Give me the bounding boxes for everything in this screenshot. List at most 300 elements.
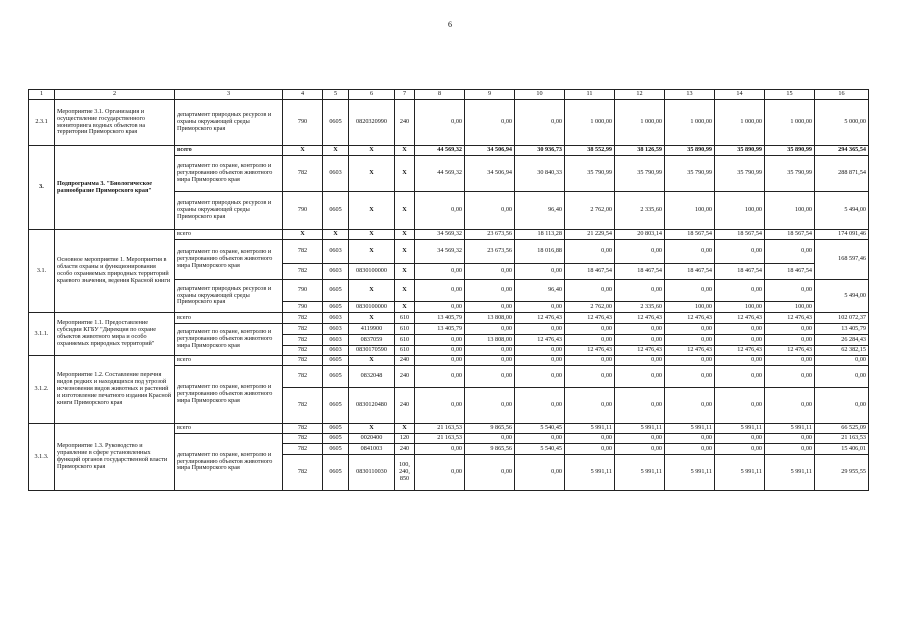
table-cell: 44 569,32 bbox=[415, 156, 465, 192]
table-cell: 96,40 bbox=[515, 280, 565, 302]
table-cell: 120 bbox=[395, 434, 415, 444]
table-cell: 782 bbox=[283, 434, 323, 444]
table-cell: 288 871,54 bbox=[815, 156, 869, 192]
table-cell: X bbox=[283, 230, 323, 240]
header-row bbox=[29, 90, 869, 100]
table-cell: 0,00 bbox=[715, 280, 765, 302]
table-cell: 0,00 bbox=[415, 388, 465, 424]
table-cell: 0,00 bbox=[765, 444, 815, 455]
table-row bbox=[29, 146, 869, 156]
table-cell: 5 991,11 bbox=[615, 424, 665, 434]
table-cell: 5 991,11 bbox=[765, 424, 815, 434]
table-cell: 0,00 bbox=[415, 335, 465, 346]
table-cell: 0,00 bbox=[515, 100, 565, 146]
table-cell: 12 476,43 bbox=[615, 313, 665, 324]
table-cell: 790 bbox=[283, 100, 323, 146]
column-header: 6 bbox=[349, 90, 395, 100]
table-cell: 0,00 bbox=[815, 366, 869, 388]
table-cell: 0,00 bbox=[765, 324, 815, 335]
column-header: 10 bbox=[515, 90, 565, 100]
table-cell: 0,00 bbox=[765, 280, 815, 302]
table-cell: X bbox=[349, 356, 395, 366]
column-header: 8 bbox=[415, 90, 465, 100]
table-cell: 0,00 bbox=[815, 356, 869, 366]
row-code: 3. bbox=[29, 146, 55, 230]
table-cell: X bbox=[395, 192, 415, 230]
budget-table bbox=[28, 89, 869, 491]
table-cell: 100,00 bbox=[715, 192, 765, 230]
table-cell: 240 bbox=[395, 388, 415, 424]
column-header: 1 bbox=[29, 90, 55, 100]
row-code: 3.1. bbox=[29, 230, 55, 313]
table-cell: 0,00 bbox=[565, 335, 615, 346]
row-executor: департамент по охране, контролю и регулированию объектов животного мира Приморского края bbox=[175, 434, 283, 491]
table-cell: 1 000,00 bbox=[615, 100, 665, 146]
table-cell: 0,00 bbox=[565, 366, 615, 388]
table-cell: 790 bbox=[283, 302, 323, 313]
table-cell: 38 552,99 bbox=[565, 146, 615, 156]
table-cell: 174 091,46 bbox=[815, 230, 869, 240]
table-cell: 0603 bbox=[323, 264, 349, 280]
table-cell: 38 126,59 bbox=[615, 146, 665, 156]
table-cell: 18 567,54 bbox=[765, 230, 815, 240]
table-cell: 34 506,94 bbox=[465, 156, 515, 192]
table-cell: 35 790,99 bbox=[665, 156, 715, 192]
table-cell: 5 991,11 bbox=[615, 455, 665, 491]
table-cell: 20 803,14 bbox=[615, 230, 665, 240]
table-cell: 18 467,54 bbox=[665, 264, 715, 280]
table-cell: 9 865,56 bbox=[465, 444, 515, 455]
table-cell: 0020400 bbox=[349, 434, 395, 444]
column-header: 4 bbox=[283, 90, 323, 100]
table-cell: 0,00 bbox=[415, 346, 465, 356]
table-cell: 0,00 bbox=[765, 434, 815, 444]
table-cell: 0830110030 bbox=[349, 455, 395, 491]
table-cell: 0820320990 bbox=[349, 100, 395, 146]
table-cell: 0,00 bbox=[665, 240, 715, 264]
table-cell: 0,00 bbox=[565, 280, 615, 302]
table-cell: 782 bbox=[283, 156, 323, 192]
table-cell: 0,00 bbox=[665, 366, 715, 388]
table-cell: 34 569,32 bbox=[415, 240, 465, 264]
table-cell: 35 790,99 bbox=[565, 156, 615, 192]
table-cell: 782 bbox=[283, 366, 323, 388]
table-cell: 0,00 bbox=[665, 356, 715, 366]
table-cell: 610 bbox=[395, 335, 415, 346]
table-cell: 21 163,53 bbox=[415, 424, 465, 434]
table-row bbox=[29, 100, 869, 146]
table-cell: 4119900 bbox=[349, 324, 395, 335]
table-cell: 0603 bbox=[323, 335, 349, 346]
table-cell: 782 bbox=[283, 313, 323, 324]
table-cell: 0605 bbox=[323, 302, 349, 313]
table-cell: 12 476,43 bbox=[515, 313, 565, 324]
row-code: 3.1.3. bbox=[29, 424, 55, 491]
table-cell: 5 991,11 bbox=[765, 455, 815, 491]
table-cell: 294 365,54 bbox=[815, 146, 869, 156]
column-header: 14 bbox=[715, 90, 765, 100]
table-cell: 21 229,54 bbox=[565, 230, 615, 240]
table-cell: 0,00 bbox=[465, 366, 515, 388]
table-cell: 0,00 bbox=[765, 356, 815, 366]
table-cell: 0,00 bbox=[515, 324, 565, 335]
table-cell: 102 072,37 bbox=[815, 313, 869, 324]
table-cell: X bbox=[395, 230, 415, 240]
table-cell: 0,00 bbox=[465, 280, 515, 302]
table-cell: 35 890,99 bbox=[765, 146, 815, 156]
table-cell: 0605 bbox=[323, 424, 349, 434]
table-cell: 1 000,00 bbox=[665, 100, 715, 146]
table-cell: 0841003 bbox=[349, 444, 395, 455]
table-cell: 0837059 bbox=[349, 335, 395, 346]
table-cell: 0,00 bbox=[615, 324, 665, 335]
page-number: 6 bbox=[448, 20, 452, 29]
column-header: 15 bbox=[765, 90, 815, 100]
table-cell: 21 163,53 bbox=[815, 434, 869, 444]
table-cell: 782 bbox=[283, 388, 323, 424]
table-cell: 0,00 bbox=[515, 366, 565, 388]
table-cell: 0,00 bbox=[765, 335, 815, 346]
table-cell: 240 bbox=[395, 100, 415, 146]
table-cell: 5 991,11 bbox=[715, 455, 765, 491]
table-cell: 18 113,28 bbox=[515, 230, 565, 240]
table-cell: 0605 bbox=[323, 100, 349, 146]
table-cell: 12 476,43 bbox=[615, 346, 665, 356]
table-cell: 0605 bbox=[323, 444, 349, 455]
table-cell: 0,00 bbox=[665, 335, 715, 346]
table-cell: 30 936,73 bbox=[515, 146, 565, 156]
table-cell: 18 467,54 bbox=[765, 264, 815, 280]
row-executor: всего bbox=[175, 424, 283, 434]
table-cell: 5 991,11 bbox=[665, 424, 715, 434]
row-name: Подпрограмма 3. "Биологическое разнообразие Приморского края" bbox=[55, 146, 175, 230]
table-cell: X bbox=[323, 146, 349, 156]
table-cell: 100,00 bbox=[715, 302, 765, 313]
table-cell: 0830170590 bbox=[349, 346, 395, 356]
table-cell: 0,00 bbox=[415, 192, 465, 230]
table-cell: 100,00 bbox=[665, 192, 715, 230]
table-cell: 2 762,00 bbox=[565, 302, 615, 313]
table-cell: 0,00 bbox=[465, 324, 515, 335]
row-name: Мероприятие 1.2. Составление перечня видов редких и находящихся под угрозой исчезновения видов животных и растений и изготовление печатного издания Красной книги Приморского края bbox=[55, 356, 175, 424]
table-cell: 0605 bbox=[323, 388, 349, 424]
table-cell: 12 476,43 bbox=[665, 346, 715, 356]
table-cell: 0,00 bbox=[715, 366, 765, 388]
row-executor: департамент по охране, контролю и регулированию объектов животного мира Приморского края bbox=[175, 240, 283, 280]
column-header: 16 bbox=[815, 90, 869, 100]
table-cell: X bbox=[349, 424, 395, 434]
table-cell: 13 405,79 bbox=[815, 324, 869, 335]
table-cell: X bbox=[395, 240, 415, 264]
table-cell: 18 467,54 bbox=[615, 264, 665, 280]
table-cell: 66 525,09 bbox=[815, 424, 869, 434]
table-cell: 0603 bbox=[323, 313, 349, 324]
table-cell: 0,00 bbox=[615, 444, 665, 455]
row-executor: департамент природных ресурсов и охраны окружающей среды Приморского края bbox=[175, 280, 283, 313]
table-cell: 0,00 bbox=[565, 434, 615, 444]
table-cell: X bbox=[349, 146, 395, 156]
table-cell: 1 000,00 bbox=[715, 100, 765, 146]
table-cell: 790 bbox=[283, 192, 323, 230]
table-cell: 13 405,79 bbox=[415, 313, 465, 324]
row-name: Основное мероприятие 1. Мероприятия в области охраны и функционирования особо охраняемых природных территорий краевого значения, ведения Красной книги bbox=[55, 230, 175, 313]
table-cell: 0,00 bbox=[415, 302, 465, 313]
table-cell: 35 890,99 bbox=[715, 146, 765, 156]
table-cell: X bbox=[395, 424, 415, 434]
row-executor: департамент природных ресурсов и охраны окружающей среды Приморского края bbox=[175, 192, 283, 230]
table-cell: 21 163,53 bbox=[415, 434, 465, 444]
table-cell: 0,00 bbox=[515, 356, 565, 366]
table-cell: 12 476,43 bbox=[715, 346, 765, 356]
table-cell: 0,00 bbox=[515, 388, 565, 424]
table-cell: 0,00 bbox=[815, 388, 869, 424]
table-cell: 13 808,00 bbox=[465, 335, 515, 346]
table-cell: 0,00 bbox=[465, 264, 515, 280]
table-cell: 0,00 bbox=[415, 280, 465, 302]
table-cell: 13 405,79 bbox=[415, 324, 465, 335]
table-cell: X bbox=[349, 240, 395, 264]
table-cell: 0603 bbox=[323, 346, 349, 356]
table-cell: 782 bbox=[283, 264, 323, 280]
row-executor: департамент по охране, контролю и регулированию объектов животного мира Приморского края bbox=[175, 366, 283, 424]
table-cell: 0605 bbox=[323, 455, 349, 491]
table-cell: 2 335,60 bbox=[615, 302, 665, 313]
table-cell: X bbox=[349, 230, 395, 240]
table-cell: 0,00 bbox=[415, 100, 465, 146]
table-cell: 5 540,45 bbox=[515, 444, 565, 455]
table-body bbox=[29, 90, 869, 491]
table-cell: 0,00 bbox=[765, 388, 815, 424]
table-cell: 610 bbox=[395, 346, 415, 356]
table-cell: 35 790,99 bbox=[715, 156, 765, 192]
table-cell: 782 bbox=[283, 356, 323, 366]
row-name: Мероприятие 3.1. Организация и осуществление государственного мониторинга водных объектов на территории Приморского края bbox=[55, 100, 175, 146]
table-row bbox=[29, 313, 869, 324]
table-cell: 34 506,94 bbox=[465, 146, 515, 156]
table-cell: 0603 bbox=[323, 240, 349, 264]
table-cell: 0,00 bbox=[565, 240, 615, 264]
table-cell: 0,00 bbox=[715, 356, 765, 366]
table-cell: X bbox=[349, 280, 395, 302]
table-cell: 0,00 bbox=[415, 455, 465, 491]
merged-total: 5 494,00 bbox=[815, 280, 869, 313]
table-cell: 0,00 bbox=[415, 444, 465, 455]
table-cell: 2 762,00 bbox=[565, 192, 615, 230]
table-cell: 100,00 bbox=[665, 302, 715, 313]
table-cell: 5 540,45 bbox=[515, 424, 565, 434]
table-cell: 0,00 bbox=[615, 280, 665, 302]
table-cell: 782 bbox=[283, 335, 323, 346]
table-cell: 610 bbox=[395, 313, 415, 324]
table-cell: 1 000,00 bbox=[765, 100, 815, 146]
table-cell: 12 476,43 bbox=[765, 346, 815, 356]
table-cell: 0,00 bbox=[465, 455, 515, 491]
table-cell: 0832048 bbox=[349, 366, 395, 388]
table-cell: 0605 bbox=[323, 280, 349, 302]
table-cell: 12 476,43 bbox=[765, 313, 815, 324]
table-cell: 0,00 bbox=[465, 100, 515, 146]
table-cell: X bbox=[395, 146, 415, 156]
table-cell: 0,00 bbox=[415, 356, 465, 366]
table-cell: 610 bbox=[395, 324, 415, 335]
table-cell: 0,00 bbox=[515, 264, 565, 280]
table-cell: 0,00 bbox=[615, 434, 665, 444]
row-name: Мероприятие 1.3. Руководство и управление в сфере установленных функций органов государственной власти Приморского края bbox=[55, 424, 175, 491]
table-cell: X bbox=[349, 156, 395, 192]
table-cell: 782 bbox=[283, 455, 323, 491]
row-code: 3.1.2. bbox=[29, 356, 55, 424]
table-cell: 5 000,00 bbox=[815, 100, 869, 146]
table-cell: 0,00 bbox=[715, 434, 765, 444]
table-cell: 35 890,99 bbox=[665, 146, 715, 156]
table-cell: X bbox=[349, 313, 395, 324]
table-cell: 0,00 bbox=[465, 302, 515, 313]
table-cell: 96,40 bbox=[515, 192, 565, 230]
table-cell: 782 bbox=[283, 346, 323, 356]
table-cell: 240 bbox=[395, 444, 415, 455]
table-cell: 0830120480 bbox=[349, 388, 395, 424]
table-cell: 0,00 bbox=[515, 434, 565, 444]
table-cell: 5 494,00 bbox=[815, 192, 869, 230]
table-cell: 782 bbox=[283, 444, 323, 455]
table-cell: 240 bbox=[395, 366, 415, 388]
table-cell: 23 673,56 bbox=[465, 230, 515, 240]
table-cell: 5 991,11 bbox=[565, 455, 615, 491]
row-code: 3.1.1. bbox=[29, 313, 55, 356]
table-cell: 0605 bbox=[323, 366, 349, 388]
table-cell: 35 790,99 bbox=[615, 156, 665, 192]
table-cell: 18 567,54 bbox=[715, 230, 765, 240]
table-cell: 0,00 bbox=[565, 324, 615, 335]
column-header: 3 bbox=[175, 90, 283, 100]
table-cell: 0,00 bbox=[715, 335, 765, 346]
table-cell: 0,00 bbox=[415, 264, 465, 280]
table-cell: 782 bbox=[283, 240, 323, 264]
row-executor: департамент по охране, контролю и регулированию объектов животного мира Приморского края bbox=[175, 324, 283, 356]
table-cell: 12 476,43 bbox=[515, 335, 565, 346]
table-cell: 0830100000 bbox=[349, 302, 395, 313]
table-cell: 0,00 bbox=[565, 356, 615, 366]
table-cell: X bbox=[323, 230, 349, 240]
table-cell: 0605 bbox=[323, 356, 349, 366]
table-cell: 0,00 bbox=[765, 366, 815, 388]
table-cell: 240 bbox=[395, 356, 415, 366]
table-cell: 0,00 bbox=[515, 346, 565, 356]
table-cell: 62 382,15 bbox=[815, 346, 869, 356]
table-cell: X bbox=[349, 192, 395, 230]
table-row bbox=[29, 424, 869, 434]
table-cell: 100,00 bbox=[765, 192, 815, 230]
column-header: 2 bbox=[55, 90, 175, 100]
table-cell: X bbox=[283, 146, 323, 156]
table-cell: 18 567,54 bbox=[665, 230, 715, 240]
row-executor: департамент по охране, контролю и регулированию объектов животного мира Приморского края bbox=[175, 156, 283, 192]
table-cell: 0,00 bbox=[515, 455, 565, 491]
table-cell: 0,00 bbox=[665, 444, 715, 455]
row-executor: всего bbox=[175, 356, 283, 366]
column-header: 5 bbox=[323, 90, 349, 100]
table-cell: 0,00 bbox=[715, 240, 765, 264]
table-cell: 0,00 bbox=[615, 388, 665, 424]
table-cell: 0,00 bbox=[565, 444, 615, 455]
table-cell: 5 991,11 bbox=[665, 455, 715, 491]
table-cell: 0,00 bbox=[565, 388, 615, 424]
row-name: Мероприятие 1.1. Предоставление субсидии КГБУ "Дирекция по охране объектов животного мира и особо охраняемых природных территорий" bbox=[55, 313, 175, 356]
table-cell: 0,00 bbox=[665, 324, 715, 335]
row-code: 2.3.1 bbox=[29, 100, 55, 146]
table-cell: 34 569,32 bbox=[415, 230, 465, 240]
table-cell: 0,00 bbox=[715, 444, 765, 455]
row-executor: всего bbox=[175, 313, 283, 324]
table-cell: 0,00 bbox=[715, 324, 765, 335]
table-cell: 30 840,33 bbox=[515, 156, 565, 192]
table-cell: 12 476,43 bbox=[665, 313, 715, 324]
table-cell: 782 bbox=[283, 324, 323, 335]
table-cell: 0605 bbox=[323, 192, 349, 230]
table-cell: 13 808,00 bbox=[465, 313, 515, 324]
table-cell: 0,00 bbox=[465, 388, 515, 424]
table-cell: 12 476,43 bbox=[565, 313, 615, 324]
table-cell: 15 406,01 bbox=[815, 444, 869, 455]
table-cell: 0,00 bbox=[465, 434, 515, 444]
table-cell: X bbox=[395, 264, 415, 280]
row-executor: департамент природных ресурсов и охраны окружающей среды Приморского края bbox=[175, 100, 283, 146]
table-cell: 18 467,54 bbox=[715, 264, 765, 280]
table-row bbox=[29, 356, 869, 366]
column-header: 9 bbox=[465, 90, 515, 100]
table-cell: 0603 bbox=[323, 156, 349, 192]
merged-total: 168 597,46 bbox=[815, 240, 869, 280]
table-cell: 18 016,88 bbox=[515, 240, 565, 264]
table-cell: 790 bbox=[283, 280, 323, 302]
table-cell: 0,00 bbox=[715, 388, 765, 424]
table-cell: 0603 bbox=[323, 324, 349, 335]
table-cell: X bbox=[395, 156, 415, 192]
column-header: 11 bbox=[565, 90, 615, 100]
table-cell: 100,00 bbox=[765, 302, 815, 313]
table-cell: 0,00 bbox=[665, 280, 715, 302]
table-cell: 0830100000 bbox=[349, 264, 395, 280]
table-cell: 5 991,11 bbox=[715, 424, 765, 434]
table-cell: 0,00 bbox=[465, 346, 515, 356]
table-cell: 0,00 bbox=[665, 388, 715, 424]
table-cell: 12 476,43 bbox=[565, 346, 615, 356]
row-executor: всего bbox=[175, 230, 283, 240]
table-cell: 23 673,56 bbox=[465, 240, 515, 264]
table-cell: 0,00 bbox=[465, 356, 515, 366]
table-cell: 0,00 bbox=[415, 366, 465, 388]
table-cell: X bbox=[395, 302, 415, 313]
table-cell: 0,00 bbox=[665, 434, 715, 444]
table-cell: 5 991,11 bbox=[565, 424, 615, 434]
table-cell: 44 569,32 bbox=[415, 146, 465, 156]
table-cell: 18 467,54 bbox=[565, 264, 615, 280]
table-cell: 0,00 bbox=[615, 366, 665, 388]
table-cell: 9 865,56 bbox=[465, 424, 515, 434]
table-cell: 100, 240, 850 bbox=[395, 455, 415, 491]
table-row bbox=[29, 230, 869, 240]
table-cell: 0,00 bbox=[615, 356, 665, 366]
table-cell: 12 476,43 bbox=[715, 313, 765, 324]
table-cell: 26 284,43 bbox=[815, 335, 869, 346]
table-cell: 0605 bbox=[323, 434, 349, 444]
column-header: 13 bbox=[665, 90, 715, 100]
table-cell: 782 bbox=[283, 424, 323, 434]
column-header: 12 bbox=[615, 90, 665, 100]
table-cell: 0,00 bbox=[465, 192, 515, 230]
table-cell: 29 955,55 bbox=[815, 455, 869, 491]
table-cell: 1 000,00 bbox=[565, 100, 615, 146]
